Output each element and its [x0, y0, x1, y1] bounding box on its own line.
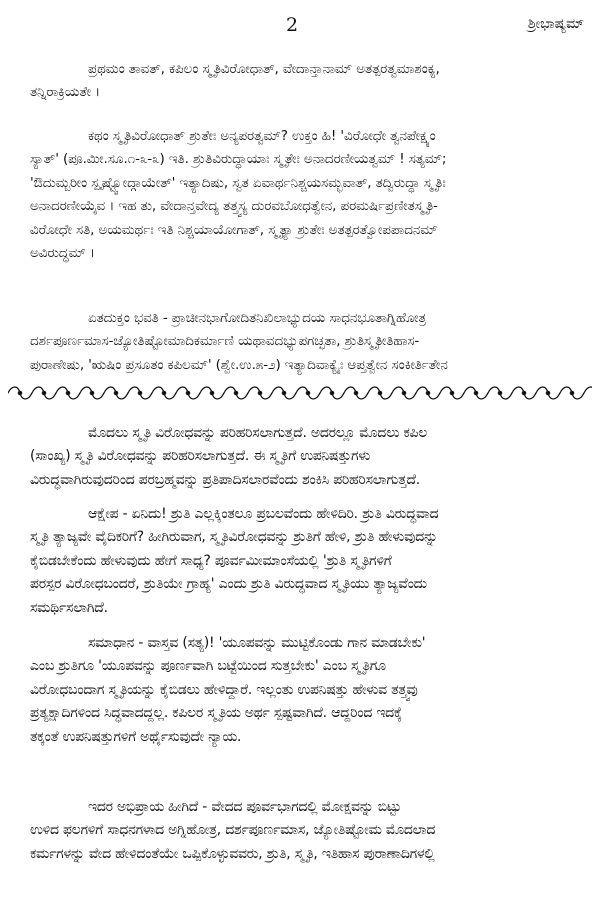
text-line: ಸಮರ್ಥಿಸಲಾಗಿದೆ.: [30, 599, 108, 616]
text-line: ಸ್ಮೃತಿ ತ್ಯಾಜ್ಯವೇ ವೈದಿಕರಿಗೆ? ಹೀಗಿರುವಾಗ, ಸ್ಮೃತಿವಿರೋಧವನ್ನು ಶ್ರುತಿಗೆ ಹೇಳಿ, ಶ್ರುತಿ ಹೇಳುವುದನ್ನು: [30, 529, 438, 546]
text-line: ಸಮಾಧಾನ - ವಾಸ್ತವ (ಸತ್ಯ)! 'ಯೂಪವನ್ನು ಮುಟ್ಟಿಕೊಂಡು ಗಾನ ಮಾಡಬೇಕು': [88, 635, 426, 651]
ornament-dot: [162, 391, 165, 394]
text-line: ಎಂಬ ಶ್ರುತಿಗೂ 'ಯೂಪವನ್ನು ಪೂರ್ಣವಾಗಿ ಬಟ್ಟೆಯಿಂದ ಸುತ್ತಬೇಕು' ಎಂಬ ಸ್ಮೃತಿಗೂ: [30, 658, 386, 675]
text-line: ಇದರ ಅಭಿಪ್ರಾಯ ಹೀಗಿದೆ - ವೇದದ ಪೂರ್ವಭಾಗದಲ್ಲಿ ಮೋಕ್ಷವನ್ನು ಬಿಟ್ಟು: [88, 799, 402, 815]
text-line: ಪ್ರಥಮಂ ತಾವತ್, ಕಪಿಲಂ ಸ್ಮೃತಿವಿರೋಧಾತ್, ವೇದಾನ್ತಾನಾಮ್ ಅತತ್ಪರತ್ವಮಾಶಂಕ್ಯ,: [88, 61, 440, 77]
text-line: ಪುರಾಣೇಷು, 'ಋಷಿಂ ಪ್ರಸೂತಂ ಕಪಿಲಮ್' (ಶ್ವೇ.ಉ.೫-೨) ಇತ್ಯಾದಿವಾಕ್ಯೈಃ ಆಪ್ತತ್ವೇನ ಸಂಕೀರ್ತಿತೇನ: [30, 356, 448, 373]
text-line: ಆಕ್ಷೇಪ - ಏನಿದು! ಶ್ರುತಿ ಎಲ್ಲಕ್ಕಿಂತಲೂ ಪ್ರಬಲವೆಂದು ಹೇಳಿದಿರಿ. ಶ್ರುತಿ ವಿರುದ್ಧವಾದ: [88, 506, 439, 522]
text-line: ಪರಸ್ಪರ ವಿರೋಧಬಂದರೆ, ಶ್ರುತಿಯೇ ಗ್ರಾಹ್ಯ' ಎಂದು ಶ್ರುತಿ ವಿರುದ್ಧವಾದ ಸ್ಮೃತಿಯು ತ್ಯಾಜ್ಯವೆಂದು: [30, 576, 427, 593]
ornament-dot: [522, 391, 525, 394]
text-line: ವಿರೋಧೇ ಸತಿ, ಅಯಮರ್ಥಃ ಇತಿ ನಿಶ್ಚಯಾಯೋಗಾತ್, ಸ್ಮೃತ್ಯಾ ಶ್ರುತೇಃ ಅತತ್ಪರತ್ವೋಪಪಾದನಮ್: [30, 221, 438, 238]
text-line: ಉಳಿದ ಫಲಗಳಿಗೆ ಸಾಧನಗಳಾದ ಅಗ್ನಿಹೋತ್ರ, ದರ್ಶಪೂರ್ಣಮಾಸ, ಜ್ಯೋತಿಷ್ಟೋಮ ಮೊದಲಾದ: [30, 822, 436, 839]
ornament-dot: [114, 391, 117, 394]
ornament-dot: [498, 391, 501, 394]
ornament-dot: [138, 391, 141, 394]
text-line: ಏತದುಕ್ತಂ ಭವತಿ - ಪ್ರಾಚೀನಭಾಗೋದಿತನಿಖಿಲಾಭ್ಯುದಯ ಸಾಧನಭೂತಾಗ್ನಿಹೋತ್ರ: [88, 310, 427, 326]
kannada-paragraph-4: [30, 796, 578, 866]
text-line: ದರ್ಶಪೂರ್ಣಮಾಸ-ಜ್ಯೋತಿಷ್ಟೋಮಾದಿಕರ್ಮಾಣಿ ಯಥಾವದಭ್ಯುಪಗಚ್ಛತಾ, ಶ್ರುತಿಸ್ಮೃತೀತಿಹಾಸ-: [30, 333, 420, 350]
text-line: ಮೊದಲು ಸ್ಮೃತಿ ವಿರೋಧವನ್ನು ಪರಿಹರಿಸಲಾಗುತ್ತದೆ. ಅದರಲ್ಲೂ ಮೊದಲು ಕಪಿಲ: [88, 425, 428, 441]
ornament-dot: [426, 391, 429, 394]
ornament-dot: [42, 391, 45, 394]
sanskrit-paragraph-2: [30, 125, 578, 265]
sanskrit-paragraph-1: [30, 58, 578, 105]
sanskrit-paragraph-3: [30, 307, 578, 377]
text-line: ತನ್ನಿರಾಕ್ರಿಯತೇ ।: [30, 84, 101, 101]
kannada-paragraph-3: [30, 632, 578, 749]
ornament-dot: [378, 391, 381, 394]
text-line: ಅನಾದರಣೀಯೈವ । ಇಹ ತು, ವೇದಾನ್ತವೇದ್ಯ ತತ್ತ್ವಸ್ಯ ದುರವಬೋಧತ್ವೇನ, ಪರಮರ್ಷಿಪ್ರಣೀತಸ್ಮೃತಿ-: [30, 198, 438, 215]
ornament-dot: [234, 391, 237, 394]
page-header: [0, 14, 600, 40]
kannada-paragraph-2: [30, 503, 578, 620]
ornament-dot: [18, 391, 21, 394]
ornament-dot: [66, 391, 69, 394]
text-line: ಪ್ರತ್ಯಕ್ಷಾದಿಗಳಿಂದ ಸಿದ್ಧವಾದದ್ದಲ್ಲ. ಕಪಿಲರ ಸ್ಮೃತಿಯ ಅರ್ಥ ಸ್ಪಷ್ಟವಾಗಿದೆ. ಆದ್ದರಿಂದ ಇದಕ್ಕೆ: [30, 705, 402, 722]
kannada-paragraph-1: [30, 422, 578, 492]
text-line: ಅವಿರುದ್ಧಮ್ ।: [30, 244, 95, 261]
ornament-scroll: [584, 387, 592, 399]
ornament-dot: [90, 391, 93, 394]
ornament-dot: [450, 391, 453, 394]
text-line: ವಿರುದ್ಧವಾಗಿರುವುದರಿಂದ ಪರಬ್ರಹ್ಮವನ್ನು ಪ್ರತಿಪಾದಿಸಲಾರವೆಂದು ಶಂಕಿಸಿ ಪರಿಹರಿಸಲಾಗುತ್ತದೆ.: [30, 471, 420, 488]
ornament-dot: [186, 391, 189, 394]
ornament-dot: [210, 391, 213, 394]
ornamental-divider: [8, 384, 592, 402]
ornament-dot: [474, 391, 477, 394]
running-head: ಶ್ರೀಭಾಷ್ಯಮ್: [527, 16, 584, 32]
text-line: ವಿರೋಧಬಂದಾಗ ಸ್ಮೃತಿಯನ್ನು ಕೈಬಿಡಲು ಹೇಳಿದ್ದಾರೆ. ಇಲ್ಲಂತು ಉಪನಿಷತ್ತು ಹೇಳುವ ತತ್ತ್ವವು: [30, 681, 418, 698]
ornament-dot: [570, 391, 573, 394]
text-line: ತಕ್ಕಂತೆ ಉಪನಿಷತ್ತುಗಳಿಗೆ ಅರ್ಥೈಸುವುದೇ ನ್ಯಾಯ.: [30, 728, 242, 745]
ornament-dot: [258, 391, 261, 394]
ornament-dot: [354, 391, 357, 394]
text-line: (ಸಾಂಖ್ಯ) ಸ್ಮೃತಿ ವಿರೋಧವನ್ನು ಪರಿಹರಿಸಲಾಗುತ್ತದೆ. ಈ ಸ್ಮೃತಿಗೆ ಉಪನಿಷತ್ತುಗಳು: [30, 448, 371, 465]
ornament-dot: [402, 391, 405, 394]
text-line: ಕೈಬಿಡಬೇಕೆಂದು ಹೇಳುವುದು ಹೇಗೆ ಸಾಧ್ಯ? ಪೂರ್ವಮೀಮಾಂಸೆಯಲ್ಲಿ 'ಶ್ರುತಿ ಸ್ಮೃತಿಗಳಿಗೆ: [30, 552, 392, 569]
ornament-dot: [330, 391, 333, 394]
page-number: 2: [286, 14, 299, 36]
text-line: ಕರ್ಮಗಳನ್ನು ವೇದ ಹೇಳಿದಂತೆಯೇ ಒಪ್ಪಿಕೊಳ್ಳುವವರು, ಶ್ರುತಿ, ಸ್ಮೃತಿ, ಇತಿಹಾಸ ಪುರಾಣಾದಿಗಳಲ್ಲಿ: [30, 845, 435, 862]
text-line: 'ಔದುಮ್ಬರೀಂ ಸ್ಪೃಷ್ಟ್ವೋದ್ಗಾಯೇತ್' ಇತ್ಯಾದಿಷು, ಸ್ವತ ಏವಾರ್ಥನಿಶ್ಚಯಸಮ್ಭವಾತ್, ತದ್ವಿರುದ್ಧಾ ಸ್ಮೃತಿಃ: [30, 174, 446, 191]
ornament-dot: [306, 391, 309, 394]
text-line: ಕಥಂ ಸ್ಮೃತಿವಿರೋಧಾತ್ ಶ್ರುತೇಃ ಅನ್ಯಪರತ್ವಮ್? ಉಕ್ತಂ ಹಿ! 'ವಿರೋಧೇ ತ್ವನಪೇಕ್ಷ್ಯಂ: [88, 128, 436, 144]
ornament-dot: [546, 391, 549, 394]
text-line: ಸ್ಯಾತ್' (ಪೂ.ಮೀ.ಸೂ.೧-೩-೩) ಇತಿ. ಶ್ರುತಿವಿರುದ್ಧಾಯಾಃ ಸ್ಮೃತೇಃ ಅನಾದರಣೀಯತ್ವಮ್ ! ಸತ್ಯಮ್;: [30, 151, 447, 168]
ornament-dot: [282, 391, 285, 394]
